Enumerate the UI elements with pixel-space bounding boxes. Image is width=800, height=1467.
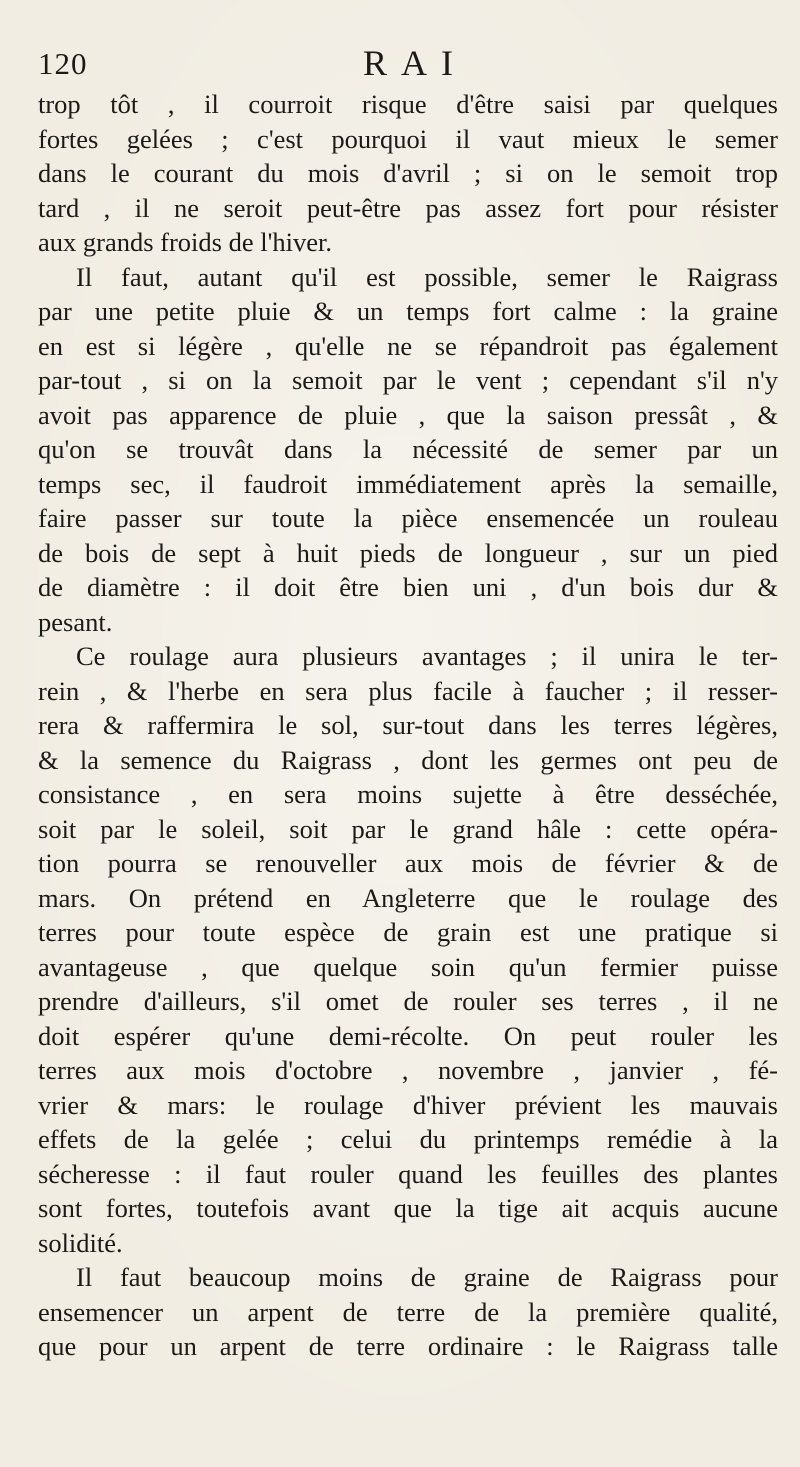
text-line: sont fortes, toutefois avant que la tige ait acquis aucune: [38, 1193, 778, 1223]
text-line: Il faut, autant qu'il est possible, semer le Raigrass: [76, 261, 778, 292]
text-line: terres aux mois d'octobre , novembre , janvier , fé-: [38, 1055, 778, 1085]
text-line: prendre d'ailleurs, s'il omet de rouler ses terres , il ne: [38, 986, 778, 1016]
text-line: dans le courant du mois d'avril ; si on le semoit trop: [38, 158, 778, 188]
text-line: de bois de sept à huit pieds de longueur , sur un pied: [38, 537, 778, 568]
body-text: [38, 87, 778, 1364]
text-line: tard , il ne seroit peut-être pas assez fort pour résister: [38, 192, 778, 223]
text-line: consistance , en sera moins sujette à être desséchée,: [38, 779, 778, 809]
text-line: effets de la gelée ; celui du printemps remédie à la: [38, 1124, 778, 1154]
text-line: mars. On prétend en Angleterre que le roulage des: [38, 882, 778, 913]
text-line: avantageuse , que quelque soin qu'un fermier puisse: [38, 951, 778, 982]
text-line: par-tout , si on la semoit par le vent ; cependant s'il n'y: [38, 365, 778, 395]
text-line: avoit pas apparence de pluie , que la saison pressât , &: [38, 399, 778, 430]
text-line: par une petite pluie & un temps fort calme : la graine: [38, 296, 778, 326]
text-line: que pour un arpent de terre ordinaire : le Raigrass talle: [38, 1331, 778, 1361]
text-line: & la semence du Raigrass , dont les germes ont peu de: [38, 744, 778, 775]
page-number: 120: [38, 46, 88, 81]
text-line: rera & raffermira le sol, sur-tout dans les terres légères,: [38, 710, 778, 740]
text-line: Il faut beaucoup moins de graine de Raigrass pour: [76, 1262, 778, 1292]
text-line: Ce roulage aura plusieurs avantages ; il unira le ter-: [76, 641, 778, 671]
text-line: vrier & mars: le roulage d'hiver prévient les mauvais: [38, 1089, 778, 1120]
text-line: sécheresse : il faut rouler quand les feuilles des plantes: [38, 1158, 778, 1189]
running-head: RAI: [363, 43, 467, 83]
text-line: ensemencer un arpent de terre de la première qualité,: [38, 1296, 778, 1327]
text-line: doit espérer qu'une demi-récolte. On peut rouler les: [38, 1020, 778, 1051]
text-line: qu'on se trouvât dans la nécessité de semer par un: [38, 434, 778, 464]
text-line: terres pour toute espèce de grain est une pratique si: [38, 917, 778, 947]
text-line: rein , & l'herbe en sera plus facile à faucher ; il resser-: [38, 675, 778, 706]
text-line: aux grands froids de l'hiver.: [38, 227, 332, 257]
text-line: soit par le soleil, soit par le grand hâle : cette opéra-: [38, 813, 778, 844]
text-line: de diamètre : il doit être bien uni , d'un bois dur &: [38, 572, 778, 602]
text-line: tion pourra se renouveller aux mois de février & de: [38, 848, 778, 878]
text-line: temps sec, il faudroit immédiatement après la semaille,: [38, 468, 778, 499]
text-line: faire passer sur toute la pièce ensemencée un rouleau: [38, 503, 778, 533]
text-line: en est si légère , qu'elle ne se répandroit pas également: [38, 330, 778, 361]
text-line: pesant.: [38, 606, 113, 637]
text-line: trop tôt , il courroit risque d'être saisi par quelques: [38, 89, 778, 119]
text-line: solidité.: [38, 1227, 123, 1258]
page-header: [38, 42, 778, 86]
text-line: fortes gelées ; c'est pourquoi il vaut mieux le semer: [38, 123, 778, 154]
